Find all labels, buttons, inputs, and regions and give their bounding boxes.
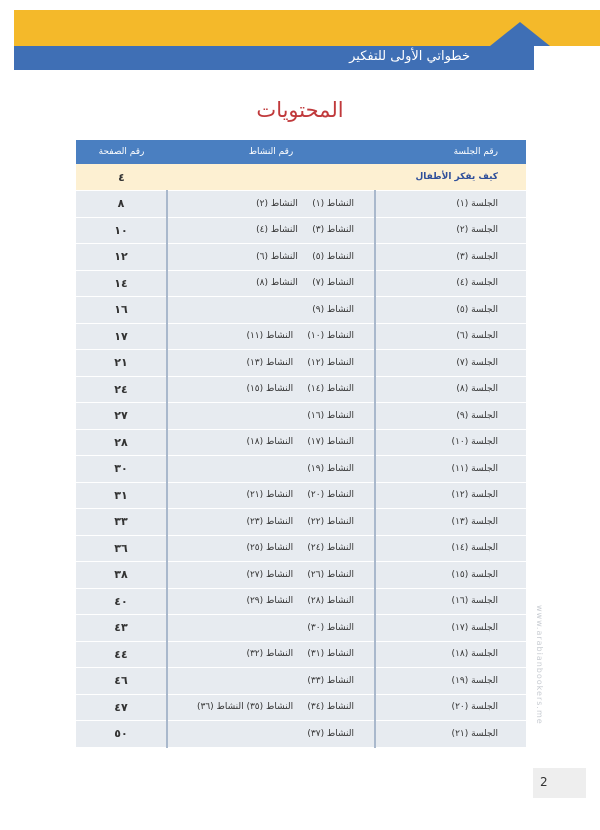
header-banner [0,0,600,72]
page-cell: ٢٨ [76,429,167,456]
activities-cell: النشاط (١٠) النشاط (١١) [167,323,375,350]
table-header-row [76,140,526,164]
table-row[interactable] [76,641,526,668]
session-cell: الجلسة (٢٠) [375,694,526,721]
activities-cell: النشاط (١٤) النشاط (١٥) [167,376,375,403]
section-title: كيف يفكر الأطفال [167,164,526,191]
session-cell: الجلسة (١٧) [375,615,526,642]
activities-cell: النشاط (٢٤) النشاط (٢٥) [167,535,375,562]
page-cell: ٢١ [76,350,167,377]
table-row[interactable] [76,217,526,244]
table-row[interactable] [76,562,526,589]
column-header-page: رقم الصفحة [76,140,167,164]
activities-cell: النشاط (٣٠) [167,615,375,642]
page-cell: ١٠ [76,217,167,244]
activities-cell: النشاط (١) النشاط (٢) [167,191,375,218]
session-cell: الجلسة (٢) [375,217,526,244]
table-row[interactable] [76,403,526,430]
page-cell: ٣٠ [76,456,167,483]
session-cell: الجلسة (١٤) [375,535,526,562]
table-row[interactable] [76,429,526,456]
watermark-text: www.arabianbookers.me [535,605,544,725]
activities-cell: النشاط (١٩) [167,456,375,483]
page-cell: ٣٣ [76,509,167,536]
activities-cell: النشاط (٢٠) النشاط (٢١) [167,482,375,509]
page-cell: ٤٧ [76,694,167,721]
activities-cell: النشاط (٢٨) النشاط (٢٩) [167,588,375,615]
activities-cell: النشاط (١٧) النشاط (١٨) [167,429,375,456]
session-cell: الجلسة (١٥) [375,562,526,589]
page-cell: ٣٦ [76,535,167,562]
session-cell: الجلسة (٤) [375,270,526,297]
table-row[interactable] [76,615,526,642]
table-row[interactable] [76,668,526,695]
page-cell: ٥٠ [76,721,167,748]
activities-cell: النشاط (٥) النشاط (٦) [167,244,375,271]
page-cell: ٣١ [76,482,167,509]
column-header-session: رقم الجلسة [375,140,526,164]
session-cell: الجلسة (٧) [375,350,526,377]
page-cell: ٢٧ [76,403,167,430]
session-cell: الجلسة (١٠) [375,429,526,456]
table-row[interactable] [76,456,526,483]
banner-peak [490,22,550,46]
page-number: 2 [540,775,548,789]
page-cell: ١٤ [76,270,167,297]
table-row[interactable] [76,509,526,536]
session-cell: الجلسة (١٦) [375,588,526,615]
table-row[interactable] [76,350,526,377]
activities-cell: النشاط (١٢) النشاط (١٣) [167,350,375,377]
activities-cell: النشاط (٧) النشاط (٨) [167,270,375,297]
page-cell: ٢٤ [76,376,167,403]
table-row[interactable] [76,376,526,403]
table-row[interactable] [76,482,526,509]
activities-cell: النشاط (١٦) [167,403,375,430]
table-row[interactable] [76,323,526,350]
activities-cell: النشاط (٢٦) النشاط (٢٧) [167,562,375,589]
session-cell: الجلسة (٣) [375,244,526,271]
table-row[interactable] [76,588,526,615]
page-cell: ٤٤ [76,641,167,668]
page-cell: ٤٦ [76,668,167,695]
column-header-activities: رقم النشاط [167,140,375,164]
section-row[interactable] [76,164,526,191]
activities-cell: النشاط (٣٤) النشاط (٣٥) النشاط (٣٦) [167,694,375,721]
book-title: خطواتي الأولى للتفكير [349,49,470,64]
table-row[interactable] [76,694,526,721]
page-cell: ٤٣ [76,615,167,642]
activities-cell: النشاط (٩) [167,297,375,324]
session-cell: الجلسة (١٢) [375,482,526,509]
page-cell: ١٢ [76,244,167,271]
page-cell: ٨ [76,191,167,218]
table-row[interactable] [76,244,526,271]
session-cell: الجلسة (٦) [375,323,526,350]
session-cell: الجلسة (١٨) [375,641,526,668]
table-row[interactable] [76,535,526,562]
session-cell: الجلسة (٩) [375,403,526,430]
page-cell: ٣٨ [76,562,167,589]
session-cell: الجلسة (٨) [375,376,526,403]
table-row[interactable] [76,297,526,324]
activities-cell: النشاط (٢٢) النشاط (٢٣) [167,509,375,536]
page-title: المحتويات [256,98,344,122]
table-row[interactable] [76,721,526,748]
activities-cell: النشاط (٣) النشاط (٤) [167,217,375,244]
activities-cell: النشاط (٣١) النشاط (٣٢) [167,641,375,668]
contents-table [76,140,526,748]
table-row[interactable] [76,270,526,297]
section-page: ٤ [76,164,167,191]
session-cell: الجلسة (١٣) [375,509,526,536]
session-cell: الجلسة (١٩) [375,668,526,695]
session-cell: الجلسة (١١) [375,456,526,483]
session-cell: الجلسة (٥) [375,297,526,324]
page-cell: ٤٠ [76,588,167,615]
page-cell: ١٧ [76,323,167,350]
session-cell: الجلسة (١) [375,191,526,218]
activities-cell: النشاط (٣٧) [167,721,375,748]
table-row[interactable] [76,191,526,218]
page-cell: ١٦ [76,297,167,324]
session-cell: الجلسة (٢١) [375,721,526,748]
activities-cell: النشاط (٣٣) [167,668,375,695]
